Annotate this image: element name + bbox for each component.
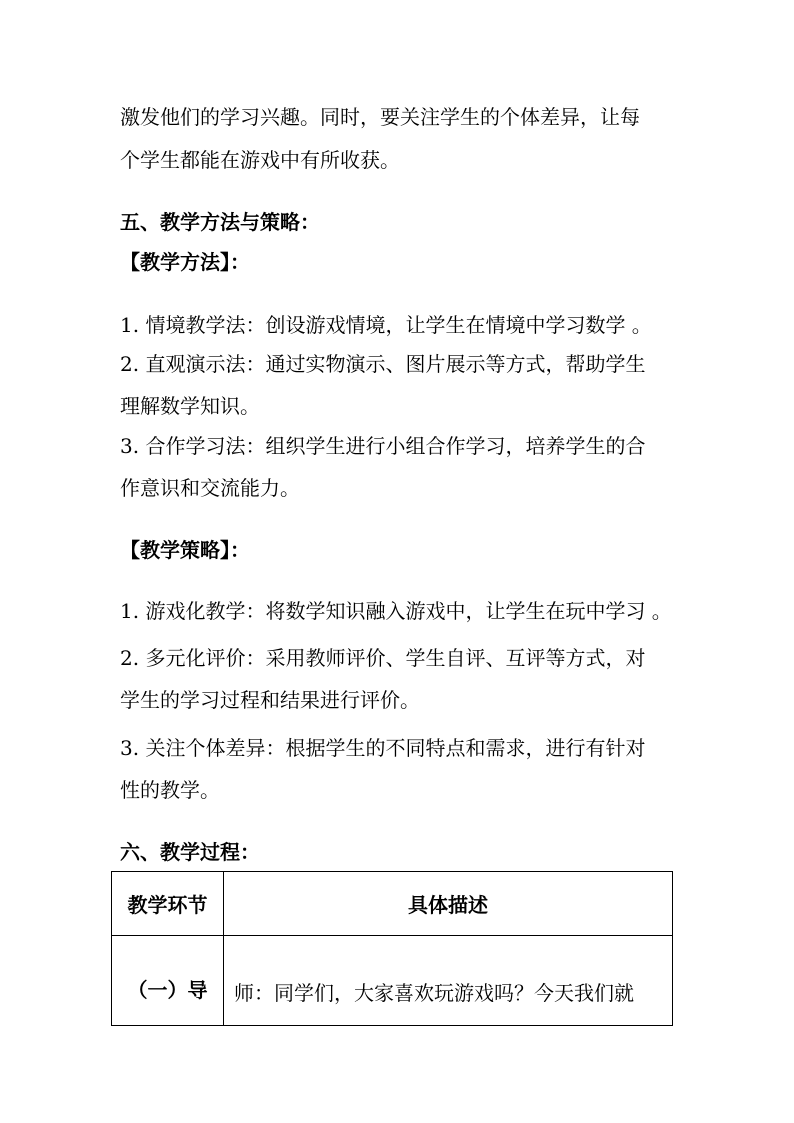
table-cell: 师：同学们，大家喜欢玩游戏吗？今天我们就: [224, 936, 673, 1026]
paragraph-line: 激发他们的学习兴趣。同时，要关注学生的个体差异，让每: [120, 105, 640, 129]
strategy-item: 3. 关注个体差异：根据学生的不同特点和需求，进行有针对: [120, 736, 646, 760]
teaching-process-table: [111, 871, 673, 1026]
strategy-item: 2. 多元化评价：采用教师评价、学生自评、互评等方式，对: [120, 646, 646, 670]
strategies-heading: 【教学策略】：: [120, 538, 250, 562]
table-row: [112, 936, 673, 1026]
strategy-item: 1. 游戏化教学：将数学知识融入游戏中，让学生在玩中学习 。: [120, 599, 672, 623]
strategy-item-continued: 学生的学习过程和结果进行评价。: [120, 688, 420, 712]
table-header-cell: 教学环节: [112, 872, 224, 936]
table-cell: （一）导: [112, 936, 224, 1026]
strategy-item-continued: 性的教学。: [120, 778, 220, 802]
methods-heading: 【教学方法】：: [120, 250, 250, 274]
paragraph-line: 个学生都能在游戏中有所收获。: [120, 148, 400, 172]
section-title-6: 六、教学过程：: [120, 840, 260, 864]
method-item-continued: 作意识和交流能力。: [120, 476, 300, 500]
method-item: 1. 情境教学法：创设游戏情境，让学生在情境中学习数学 。: [120, 313, 652, 337]
method-item: 3. 合作学习法：组织学生进行小组合作学习，培养学生的合: [120, 434, 646, 458]
method-item: 2. 直观演示法：通过实物演示、图片展示等方式，帮助学生: [120, 352, 646, 376]
table-header-row: [112, 872, 673, 936]
table-header-cell: 具体描述: [224, 872, 673, 936]
method-item-continued: 理解数学知识。: [120, 394, 260, 418]
section-title-5: 五、教学方法与策略：: [120, 210, 320, 234]
